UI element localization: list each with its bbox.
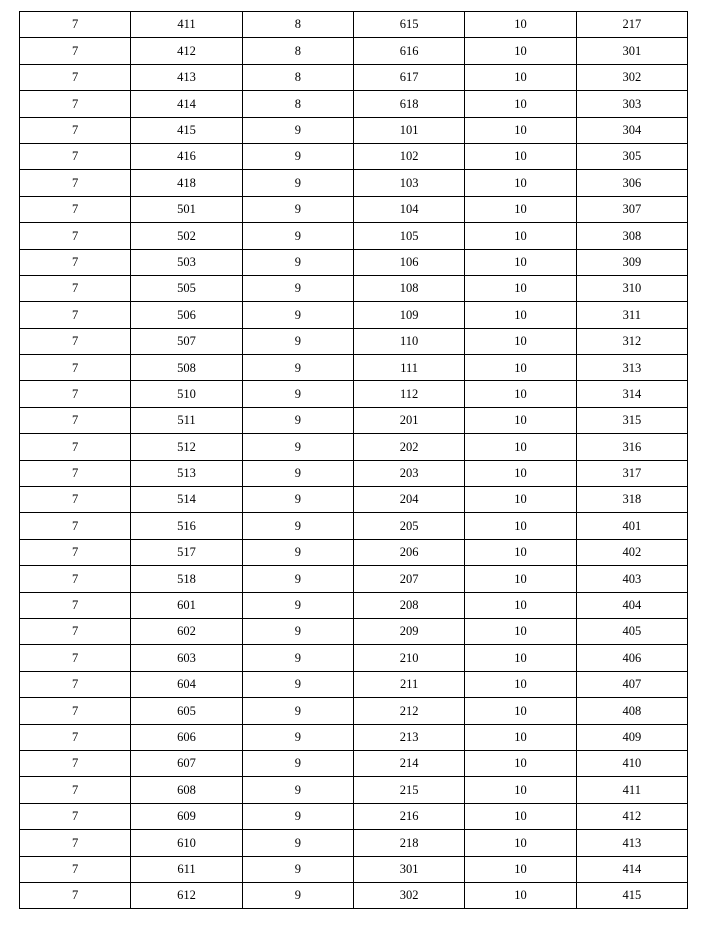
table-row [20,328,688,354]
table-cell: 314 [576,381,687,407]
table-cell: 208 [353,592,464,618]
table-row [20,407,688,433]
table-cell: 10 [465,170,576,196]
table-cell: 211 [353,671,464,697]
table-cell: 611 [131,856,242,882]
table-cell: 10 [465,724,576,750]
table-cell: 7 [20,328,131,354]
table-cell: 204 [353,487,464,513]
table-cell: 9 [242,223,353,249]
table-row [20,830,688,856]
table-cell: 608 [131,777,242,803]
table-cell: 514 [131,487,242,513]
table-cell: 8 [242,91,353,117]
table-cell: 7 [20,856,131,882]
table-row [20,64,688,90]
table-cell: 10 [465,302,576,328]
table-cell: 618 [353,91,464,117]
table-row [20,249,688,275]
table-cell: 7 [20,434,131,460]
table-row [20,117,688,143]
table-cell: 101 [353,117,464,143]
table-row [20,170,688,196]
table-cell: 9 [242,460,353,486]
table-cell: 9 [242,856,353,882]
table-row [20,302,688,328]
table-cell: 402 [576,539,687,565]
table-cell: 212 [353,698,464,724]
table-cell: 10 [465,223,576,249]
table-cell: 9 [242,143,353,169]
table-cell: 214 [353,750,464,776]
table-row [20,381,688,407]
table-cell: 7 [20,143,131,169]
table-cell: 112 [353,381,464,407]
table-cell: 7 [20,223,131,249]
table-row [20,882,688,908]
table-cell: 506 [131,302,242,328]
table-cell: 502 [131,223,242,249]
table-cell: 10 [465,381,576,407]
table-row [20,645,688,671]
table-cell: 7 [20,249,131,275]
table-cell: 7 [20,882,131,908]
table-cell: 205 [353,513,464,539]
table-row [20,698,688,724]
table-cell: 301 [353,856,464,882]
table-cell: 305 [576,143,687,169]
table-cell: 103 [353,170,464,196]
table-cell: 10 [465,275,576,301]
table-cell: 7 [20,91,131,117]
table-cell: 102 [353,143,464,169]
table-row [20,539,688,565]
table-cell: 408 [576,698,687,724]
table-cell: 217 [576,12,687,38]
table-cell: 9 [242,724,353,750]
table-cell: 213 [353,724,464,750]
table-cell: 8 [242,12,353,38]
table-row [20,143,688,169]
table-cell: 10 [465,856,576,882]
table-row [20,434,688,460]
table-cell: 302 [576,64,687,90]
table-cell: 411 [576,777,687,803]
table-cell: 501 [131,196,242,222]
table-cell: 413 [131,64,242,90]
table-cell: 409 [576,724,687,750]
table-cell: 9 [242,671,353,697]
table-cell: 7 [20,513,131,539]
table-row [20,856,688,882]
table-cell: 10 [465,618,576,644]
table-cell: 601 [131,592,242,618]
table-cell: 216 [353,803,464,829]
table-cell: 7 [20,117,131,143]
table-cell: 507 [131,328,242,354]
table-cell: 511 [131,407,242,433]
table-row [20,777,688,803]
table-cell: 9 [242,434,353,460]
table-cell: 10 [465,750,576,776]
table-cell: 315 [576,407,687,433]
table-cell: 109 [353,302,464,328]
table-cell: 10 [465,143,576,169]
table-cell: 9 [242,328,353,354]
table-cell: 9 [242,618,353,644]
table-cell: 10 [465,434,576,460]
table-cell: 7 [20,275,131,301]
table-cell: 9 [242,170,353,196]
table-cell: 318 [576,487,687,513]
table-row [20,566,688,592]
table-cell: 406 [576,645,687,671]
table-cell: 10 [465,196,576,222]
table-row [20,592,688,618]
table-cell: 312 [576,328,687,354]
table-cell: 210 [353,645,464,671]
table-row [20,513,688,539]
table-cell: 8 [242,64,353,90]
table-cell: 413 [576,830,687,856]
table-cell: 415 [576,882,687,908]
table-cell: 110 [353,328,464,354]
table-cell: 7 [20,355,131,381]
table-cell: 313 [576,355,687,381]
table-cell: 206 [353,539,464,565]
table-cell: 9 [242,566,353,592]
table-cell: 7 [20,12,131,38]
table-cell: 10 [465,407,576,433]
table-cell: 9 [242,513,353,539]
table-cell: 505 [131,275,242,301]
table-cell: 207 [353,566,464,592]
table-cell: 10 [465,698,576,724]
table-cell: 9 [242,750,353,776]
table-row [20,355,688,381]
table-cell: 209 [353,618,464,644]
table-row [20,91,688,117]
table-row [20,223,688,249]
table-cell: 7 [20,592,131,618]
table-cell: 10 [465,12,576,38]
table-cell: 304 [576,117,687,143]
table-cell: 308 [576,223,687,249]
table-cell: 201 [353,407,464,433]
table-cell: 404 [576,592,687,618]
table-cell: 215 [353,777,464,803]
table-cell: 10 [465,513,576,539]
table-cell: 7 [20,777,131,803]
table-cell: 309 [576,249,687,275]
table-cell: 7 [20,196,131,222]
table-cell: 9 [242,698,353,724]
table-cell: 603 [131,645,242,671]
table-cell: 10 [465,487,576,513]
table-cell: 9 [242,407,353,433]
table-cell: 10 [465,249,576,275]
table-cell: 10 [465,830,576,856]
table-row [20,38,688,64]
table-cell: 609 [131,803,242,829]
table-row [20,724,688,750]
table-cell: 412 [131,38,242,64]
table-cell: 108 [353,275,464,301]
table-cell: 9 [242,117,353,143]
table-cell: 9 [242,355,353,381]
table-cell: 7 [20,830,131,856]
table-cell: 411 [131,12,242,38]
table-cell: 605 [131,698,242,724]
table-row [20,196,688,222]
table-cell: 415 [131,117,242,143]
table-cell: 510 [131,381,242,407]
table-cell: 7 [20,460,131,486]
table-cell: 7 [20,671,131,697]
table-row [20,460,688,486]
table-cell: 10 [465,91,576,117]
table-cell: 7 [20,381,131,407]
table-cell: 7 [20,38,131,64]
table-cell: 412 [576,803,687,829]
table-cell: 10 [465,355,576,381]
table-cell: 7 [20,539,131,565]
table-row [20,803,688,829]
table-cell: 7 [20,618,131,644]
table-cell: 10 [465,803,576,829]
table-row [20,750,688,776]
table-cell: 9 [242,381,353,407]
table-cell: 10 [465,539,576,565]
table-cell: 617 [353,64,464,90]
table-cell: 7 [20,407,131,433]
table-cell: 503 [131,249,242,275]
table-row [20,487,688,513]
table-cell: 10 [465,566,576,592]
table-cell: 9 [242,803,353,829]
table-cell: 602 [131,618,242,644]
table-cell: 10 [465,882,576,908]
table-cell: 10 [465,671,576,697]
table-cell: 508 [131,355,242,381]
table-cell: 316 [576,434,687,460]
table-cell: 610 [131,830,242,856]
table-cell: 513 [131,460,242,486]
table-cell: 218 [353,830,464,856]
table-cell: 202 [353,434,464,460]
table-cell: 518 [131,566,242,592]
table-cell: 7 [20,487,131,513]
table-cell: 416 [131,143,242,169]
table-cell: 301 [576,38,687,64]
table-cell: 410 [576,750,687,776]
table-cell: 7 [20,724,131,750]
table-row [20,618,688,644]
table-cell: 512 [131,434,242,460]
table-cell: 9 [242,196,353,222]
table-cell: 10 [465,64,576,90]
table-cell: 10 [465,592,576,618]
table-cell: 10 [465,460,576,486]
table-cell: 7 [20,803,131,829]
table-cell: 111 [353,355,464,381]
table-cell: 414 [576,856,687,882]
table-cell: 9 [242,302,353,328]
table-cell: 7 [20,566,131,592]
table-cell: 418 [131,170,242,196]
table-cell: 612 [131,882,242,908]
table-cell: 307 [576,196,687,222]
table-cell: 10 [465,328,576,354]
table-cell: 9 [242,777,353,803]
table-row [20,671,688,697]
table-cell: 607 [131,750,242,776]
table-cell: 403 [576,566,687,592]
table-cell: 106 [353,249,464,275]
table-cell: 517 [131,539,242,565]
table-cell: 414 [131,91,242,117]
table-cell: 104 [353,196,464,222]
table-cell: 7 [20,64,131,90]
table-cell: 8 [242,38,353,64]
table-cell: 9 [242,275,353,301]
table-cell: 401 [576,513,687,539]
table-cell: 7 [20,750,131,776]
table-cell: 9 [242,882,353,908]
table-cell: 7 [20,698,131,724]
table-cell: 306 [576,170,687,196]
table-cell: 317 [576,460,687,486]
table-cell: 10 [465,777,576,803]
table-cell: 9 [242,645,353,671]
data-table [19,11,688,909]
table-cell: 9 [242,249,353,275]
table-cell: 516 [131,513,242,539]
table-cell: 615 [353,12,464,38]
table-cell: 606 [131,724,242,750]
table-cell: 105 [353,223,464,249]
table-cell: 10 [465,117,576,143]
table-cell: 310 [576,275,687,301]
table-cell: 10 [465,645,576,671]
table-row [20,275,688,301]
table-cell: 9 [242,487,353,513]
table-body [20,12,688,909]
table-row [20,12,688,38]
table-cell: 7 [20,302,131,328]
table-cell: 302 [353,882,464,908]
table-cell: 9 [242,592,353,618]
table-cell: 203 [353,460,464,486]
table-cell: 7 [20,645,131,671]
table-cell: 616 [353,38,464,64]
table-cell: 10 [465,38,576,64]
table-cell: 7 [20,170,131,196]
table-cell: 407 [576,671,687,697]
table-cell: 9 [242,539,353,565]
table-cell: 405 [576,618,687,644]
table-cell: 9 [242,830,353,856]
table-cell: 311 [576,302,687,328]
table-cell: 303 [576,91,687,117]
table-cell: 604 [131,671,242,697]
